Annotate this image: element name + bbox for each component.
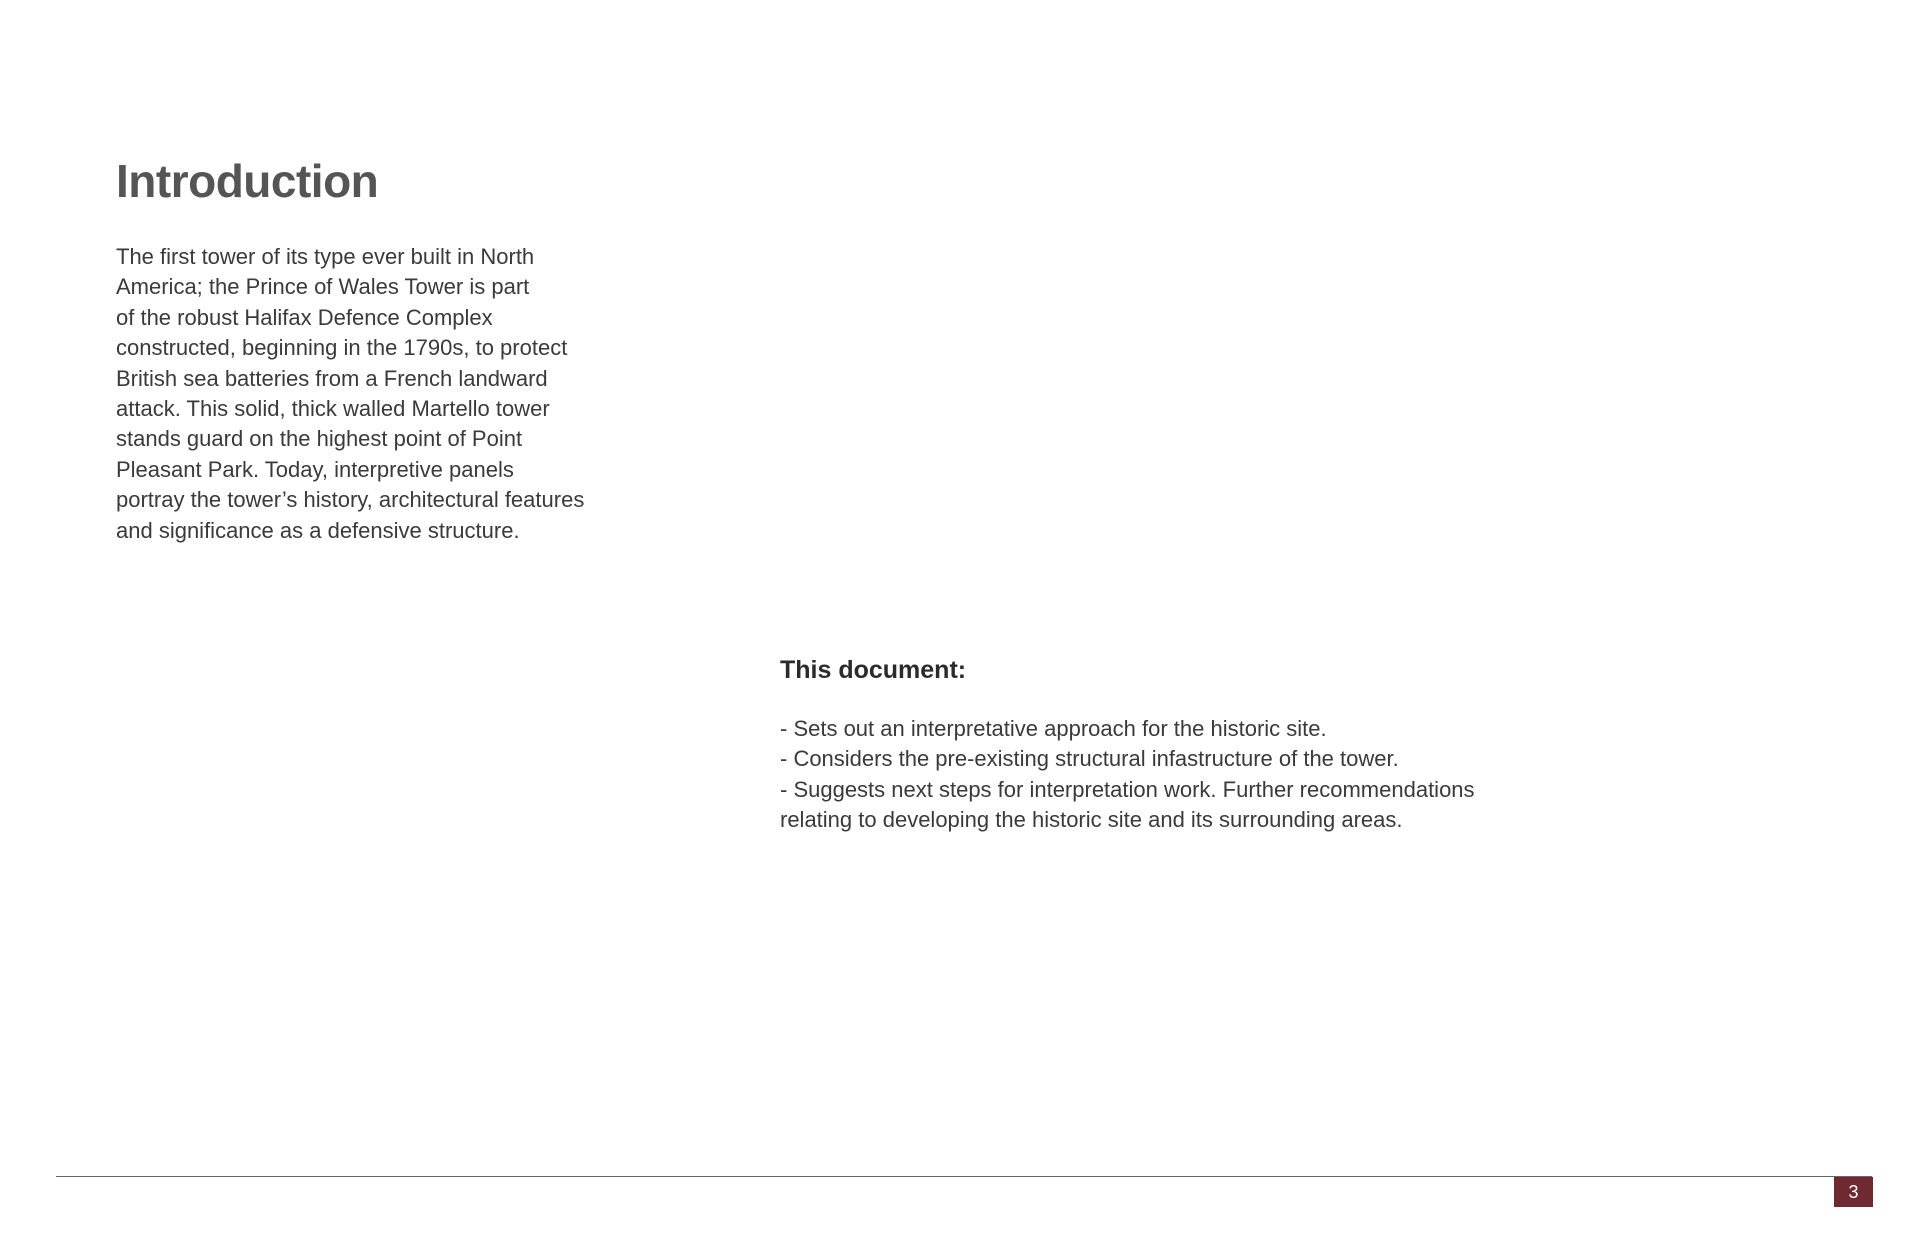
intro-line: Pleasant Park. Today, interpretive panels: [116, 456, 514, 482]
intro-line: America; the Prince of Wales Tower is part: [116, 274, 530, 300]
document-summary-section: [780, 650, 1540, 836]
intro-line: The first tower of its type ever built in North: [116, 244, 535, 269]
intro-line: of the robust Halifax Defence Complex: [116, 304, 493, 330]
intro-line: constructed, beginning in the 1790s, to protect: [116, 335, 568, 361]
document-summary-line: - Suggests next steps for interpretation work. Further recommendations: [780, 776, 1475, 802]
intro-line: British sea batteries from a French landward: [116, 365, 548, 391]
intro-line: and significance as a defensive structure.: [116, 517, 520, 543]
intro-paragraph: [116, 242, 601, 546]
intro-line: portray the tower’s history, architectural features: [116, 487, 585, 513]
page-number-badge: 3: [1834, 1177, 1873, 1207]
intro-line: stands guard on the highest point of Point: [116, 426, 523, 452]
document-summary-line: relating to developing the historic site and its surrounding areas.: [780, 807, 1403, 833]
page-title: Introduction: [116, 155, 379, 207]
document-summary-list: [780, 714, 1540, 836]
document-summary-heading: This document:: [780, 656, 967, 684]
footer-divider: [56, 1176, 1872, 1177]
intro-line: attack. This solid, thick walled Martello tower: [116, 396, 550, 422]
document-summary-line: - Considers the pre-existing structural infastructure of the tower.: [780, 746, 1399, 772]
document-summary-line: - Sets out an interpretative approach for the historic site.: [780, 716, 1327, 741]
